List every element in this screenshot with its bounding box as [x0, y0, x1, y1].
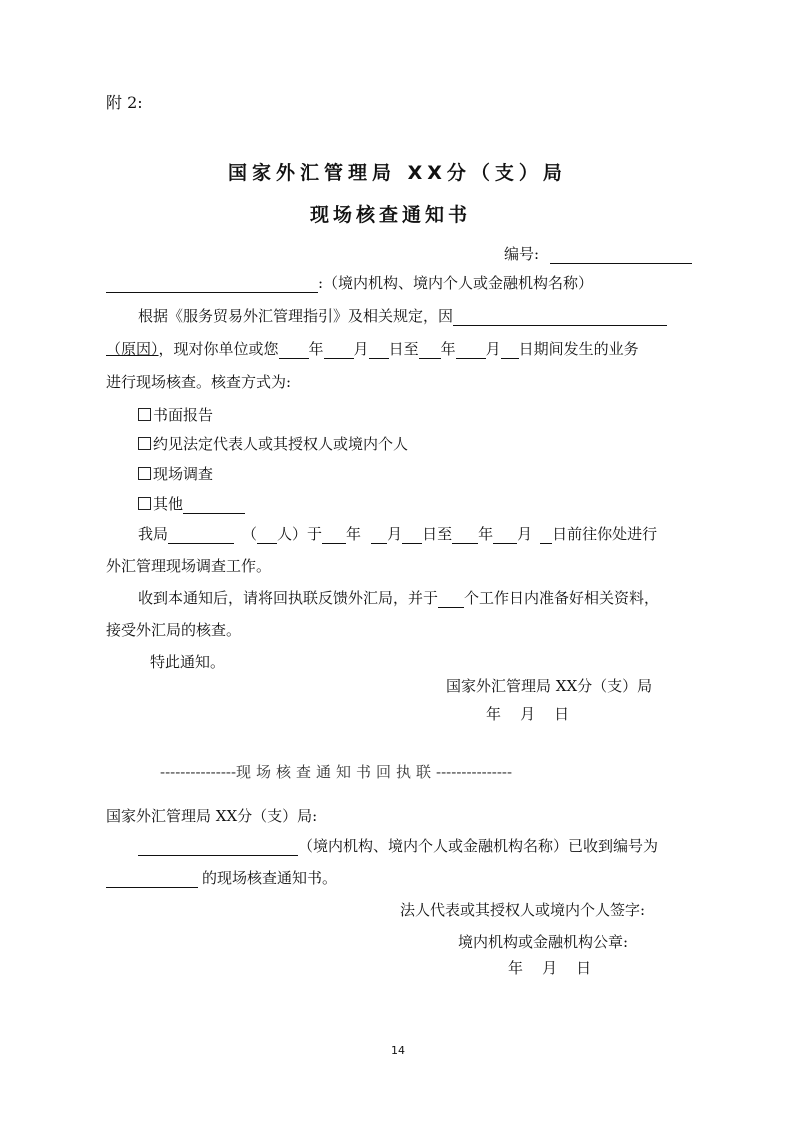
paren-open: （ — [242, 525, 258, 543]
document-title: 国家外汇管理局 XX分（支）局 — [228, 162, 567, 184]
day-to-label: 日至 — [388, 340, 419, 358]
para1-line2 — [106, 339, 639, 359]
blank-day-1 — [369, 342, 389, 359]
option-label: 现场调查 — [153, 465, 214, 483]
blank-month-3 — [371, 527, 387, 544]
para1-text: 根据《服务贸易外汇管理指引》及相关规定，因 — [138, 307, 454, 325]
receipt-divider — [160, 762, 512, 782]
year-label-4: 年 — [478, 525, 494, 543]
month-label-3: 月 — [387, 525, 403, 543]
receipt-line1 — [138, 836, 658, 856]
option-label: 书面报告 — [153, 406, 214, 424]
persons-label: 人）于 — [277, 525, 323, 543]
number-label: 编号: — [504, 245, 540, 263]
para1-line3: 进行现场核查。核查方式为: — [106, 373, 292, 391]
month-label-2: 月 — [485, 340, 501, 358]
page-number: 14 — [391, 1044, 405, 1057]
issue-date: 年 月 日 — [486, 705, 570, 723]
year-label-2: 年 — [440, 340, 456, 358]
receipt-entity-blank — [138, 839, 298, 856]
attachment-label: 附 2: — [106, 93, 143, 112]
receipt-title: 现场核查通知书回执联 — [236, 763, 437, 781]
receipt-line2-text: 的现场核查通知书。 — [202, 869, 338, 887]
blank-day-4 — [540, 527, 552, 544]
blank-month-1 — [324, 342, 354, 359]
reason-blank — [453, 309, 667, 326]
option-label: 约见法定代表人或其授权人或境内个人 — [153, 435, 409, 453]
receipt-number-blank — [106, 871, 198, 888]
seal-label: 境内机构或金融机构公章: — [458, 933, 629, 951]
receipt-line2 — [106, 868, 337, 888]
addressee-line — [106, 273, 593, 293]
reason-label: （原因） — [106, 340, 159, 358]
blank-year-1 — [279, 342, 309, 359]
option-label: 其他 — [153, 495, 184, 513]
option-onsite[interactable] — [138, 464, 213, 484]
divider-dashes-right: --------------- — [436, 763, 513, 781]
bureau-blank — [168, 527, 234, 544]
number-field — [504, 244, 692, 264]
signature-label: 法人代表或其授权人或境内个人签字: — [400, 901, 646, 919]
receipt-recipient: 国家外汇管理局 XX分（支）局: — [106, 807, 318, 825]
notice-text: 特此通知。 — [150, 653, 226, 671]
checkbox-icon[interactable] — [138, 467, 151, 480]
blank-month-2 — [456, 342, 486, 359]
other-blank — [183, 497, 245, 514]
para3-line2: 接受外汇局的核查。 — [106, 621, 242, 639]
para1-line1 — [138, 306, 667, 326]
option-written-report[interactable] — [138, 405, 213, 425]
number-blank — [550, 247, 692, 264]
addressee-suffix: :（境内机构、境内个人或金融机构名称） — [318, 274, 594, 292]
para2-line2: 外汇管理现场调查工作。 — [106, 557, 272, 575]
document-subtitle: 现场核查通知书 — [310, 204, 472, 226]
checkbox-icon[interactable] — [138, 408, 151, 421]
workdays-blank — [438, 591, 464, 608]
blank-day-2 — [501, 342, 519, 359]
addressee-blank — [106, 276, 318, 293]
blank-year-2 — [419, 342, 441, 359]
month-label: 月 — [353, 340, 369, 358]
checkbox-icon[interactable] — [138, 437, 151, 450]
month-label-4: 月 — [517, 525, 533, 543]
para2-line1 — [138, 524, 657, 544]
bureau-label: 我局 — [138, 525, 169, 543]
para3-line1 — [138, 588, 659, 608]
receipt-date: 年 月 日 — [508, 959, 592, 977]
year-label: 年 — [308, 340, 324, 358]
divider-dashes-left: --------------- — [160, 763, 237, 781]
checkbox-icon[interactable] — [138, 497, 151, 510]
blank-day-3 — [402, 527, 422, 544]
blank-month-4 — [493, 527, 517, 544]
day-period-label: 日期间发生的业务 — [518, 340, 639, 358]
option-other[interactable] — [138, 494, 245, 514]
para3-a: 收到本通知后，请将回执联反馈外汇局，并于 — [138, 589, 439, 607]
para3-b: 个工作日内准备好相关资料， — [464, 589, 660, 607]
persons-blank — [257, 527, 277, 544]
year-label-3: 年 — [346, 525, 362, 543]
blank-year-4 — [452, 527, 478, 544]
day-to-label-2: 日至 — [422, 525, 453, 543]
day-before-label: 日前往你处进行 — [552, 525, 658, 543]
issuer-name: 国家外汇管理局 XX分（支）局 — [446, 677, 653, 695]
option-meeting[interactable] — [138, 434, 408, 454]
receipt-line1-text: （境内机构、境内个人或金融机构名称）已收到编号为 — [298, 837, 659, 855]
para1-seg-a: ，现对你单位或您 — [158, 340, 279, 358]
blank-year-3 — [322, 527, 346, 544]
